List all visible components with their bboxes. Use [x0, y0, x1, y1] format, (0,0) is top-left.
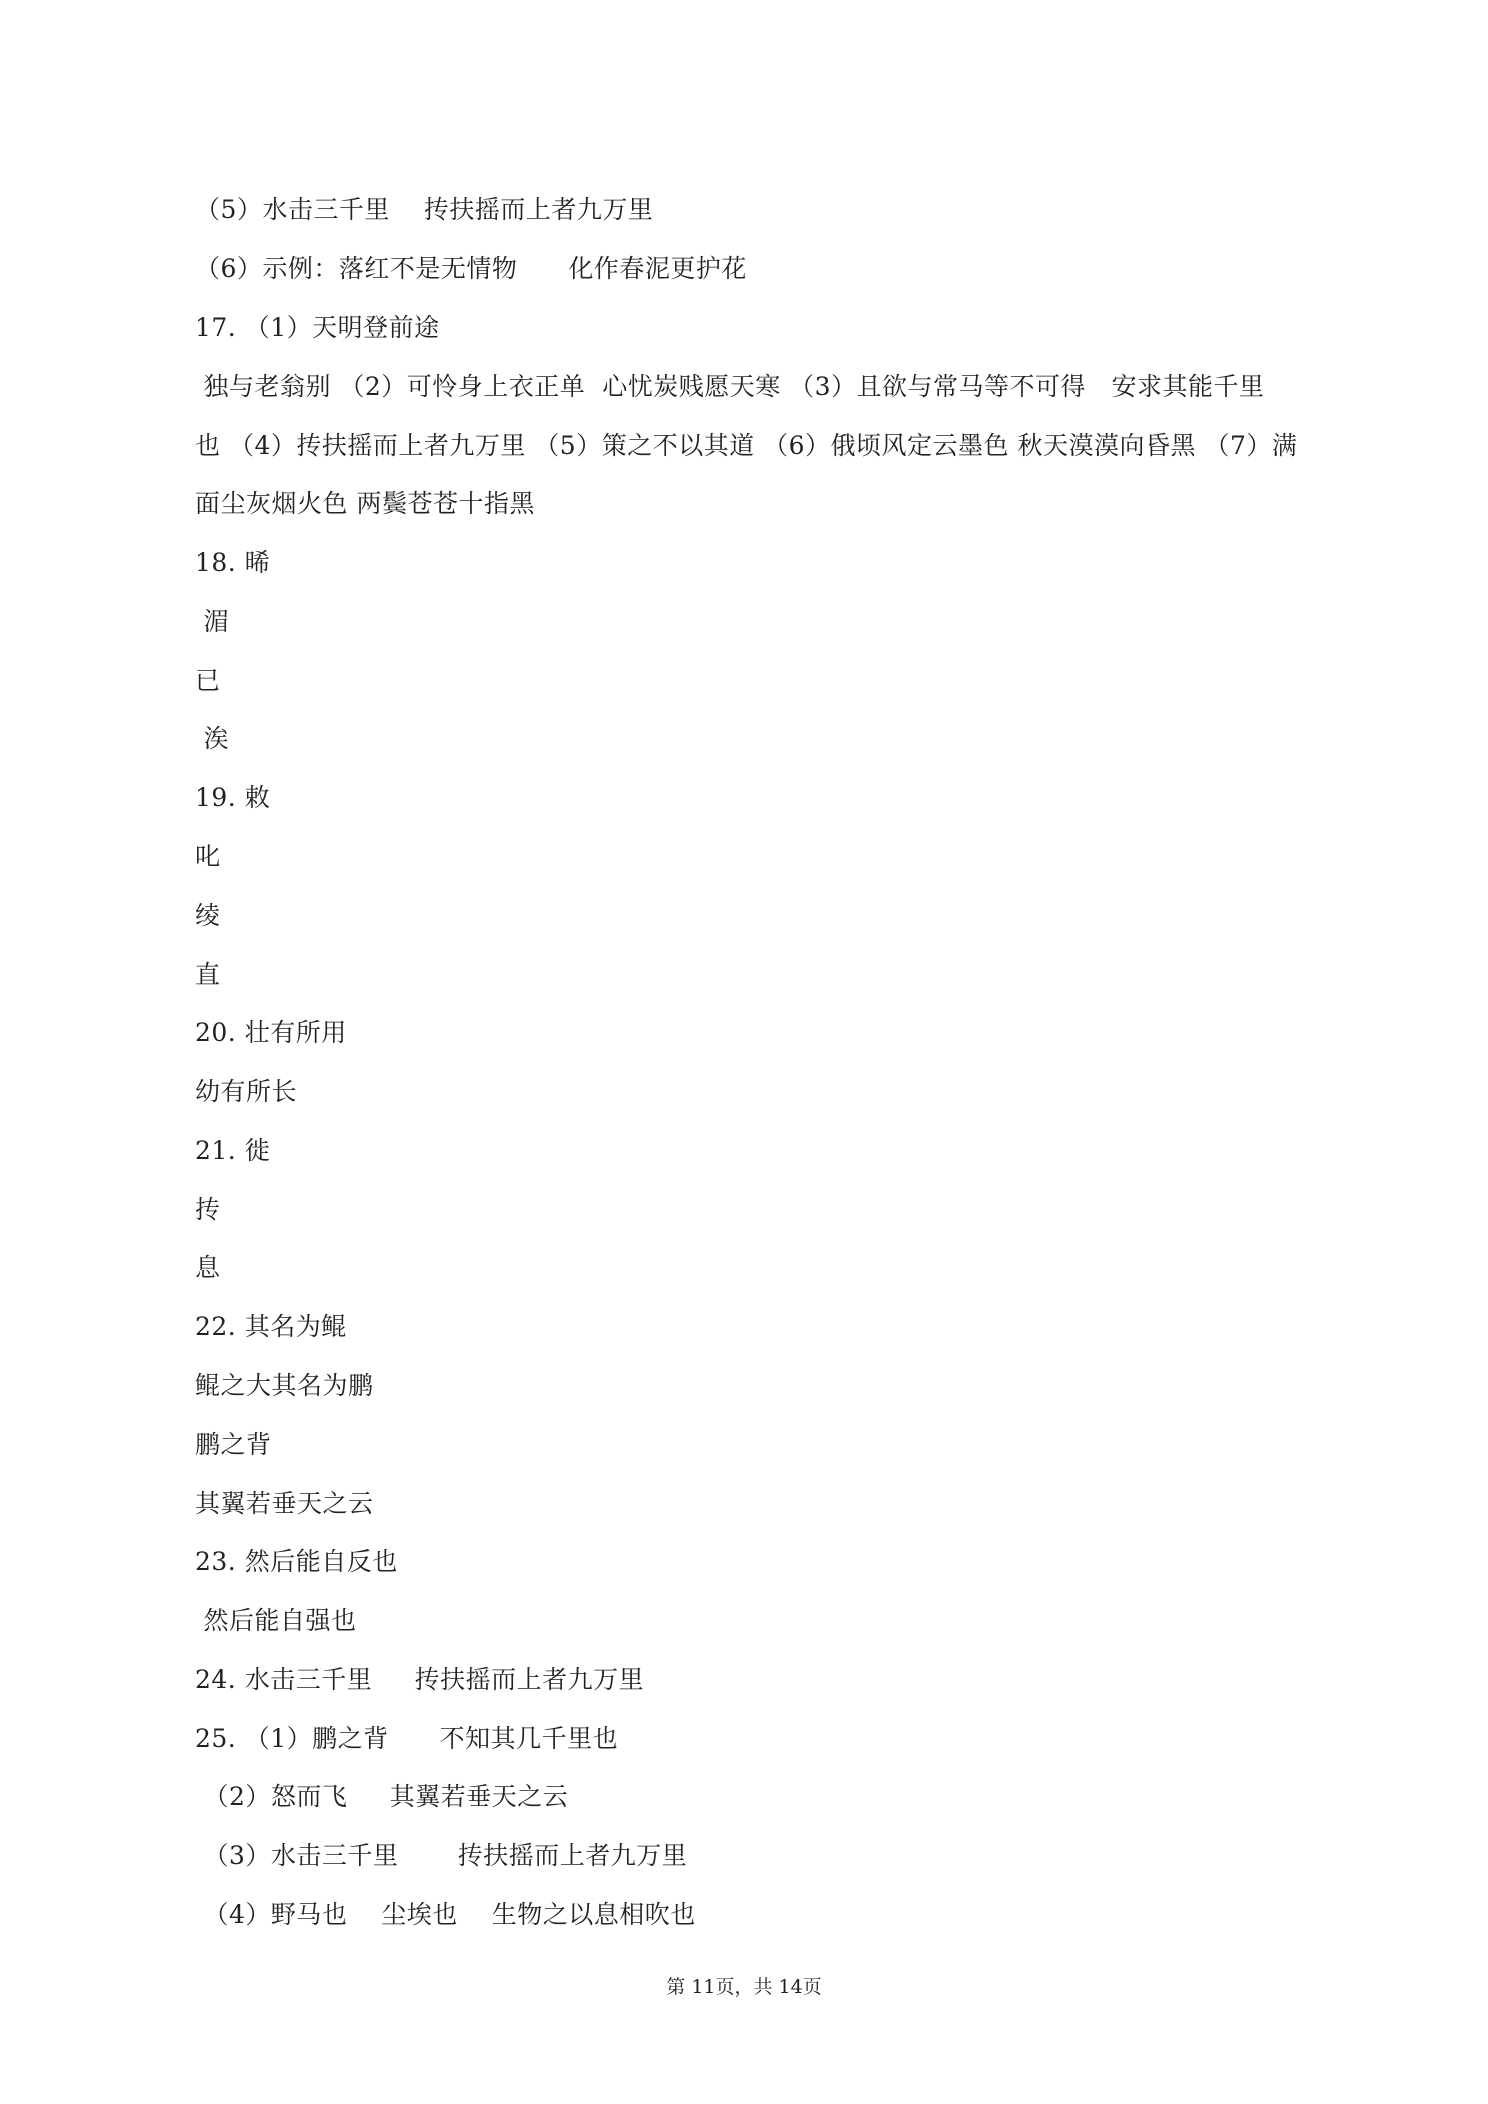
answer-18-1: 18. 晞 — [195, 548, 271, 577]
answer-24: 24. 水击三千里 抟扶摇而上者九万里 — [195, 1665, 645, 1694]
answer-22-3: 鹏之背 — [195, 1430, 272, 1459]
answer-16-6: （6）示例：落红不是无情物 化作春泥更护花 — [195, 254, 747, 283]
answer-23-2: 然后能自强也 — [195, 1606, 357, 1635]
answer-17-1: 17. （1）天明登前途 — [195, 313, 440, 342]
answer-25-4: （4）野马也 尘埃也 生物之以息相吹也 — [195, 1900, 696, 1929]
answer-25-2: （2）怒而飞 其翼若垂天之云 — [195, 1782, 569, 1811]
answer-18-2: 湄 — [195, 607, 229, 636]
answer-21-1: 21. 徙 — [195, 1136, 271, 1165]
answer-25-3: （3）水击三千里 抟扶摇而上者九万里 — [195, 1841, 688, 1870]
answer-22-2: 鲲之大其名为鹏 — [195, 1371, 374, 1400]
answer-19-2: 叱 — [195, 842, 221, 871]
answer-17-cont-2: 也 （4）抟扶摇而上者九万里 （5）策之不以其道 （6）俄顷风定云墨色 秋天漠漠向昏黑 （7）满 — [195, 431, 1298, 460]
answer-16-5: （5）水击三千里 抟扶摇而上者九万里 — [195, 195, 654, 224]
answer-18-3: 已 — [195, 666, 221, 695]
answer-19-1: 19. 敕 — [195, 783, 271, 812]
answer-23-1: 23. 然后能自反也 — [195, 1547, 398, 1576]
answer-17-cont-3: 面尘灰烟火色 两鬓苍苍十指黑 — [195, 489, 535, 518]
answer-18-4: 涘 — [195, 724, 229, 753]
answer-22-1: 22. 其名为鲲 — [195, 1312, 347, 1341]
answer-21-2: 抟 — [195, 1195, 221, 1224]
answer-19-3: 绫 — [195, 901, 221, 930]
answer-19-4: 直 — [195, 960, 221, 989]
answer-25-1: 25. （1）鹏之背 不知其几千里也 — [195, 1724, 619, 1753]
answer-20-2: 幼有所长 — [195, 1077, 298, 1106]
answer-22-4: 其翼若垂天之云 — [195, 1489, 374, 1518]
answer-17-cont-1: 独与老翁别 （2）可怜身上衣正单 心忧炭贱愿天寒 （3）且欲与常马等不可得 安求其能千里 — [195, 372, 1265, 401]
answer-21-3: 息 — [195, 1253, 221, 1282]
page-footer: 第 11页，共 14页 — [666, 1976, 822, 1998]
answer-20-1: 20. 壮有所用 — [195, 1018, 347, 1047]
